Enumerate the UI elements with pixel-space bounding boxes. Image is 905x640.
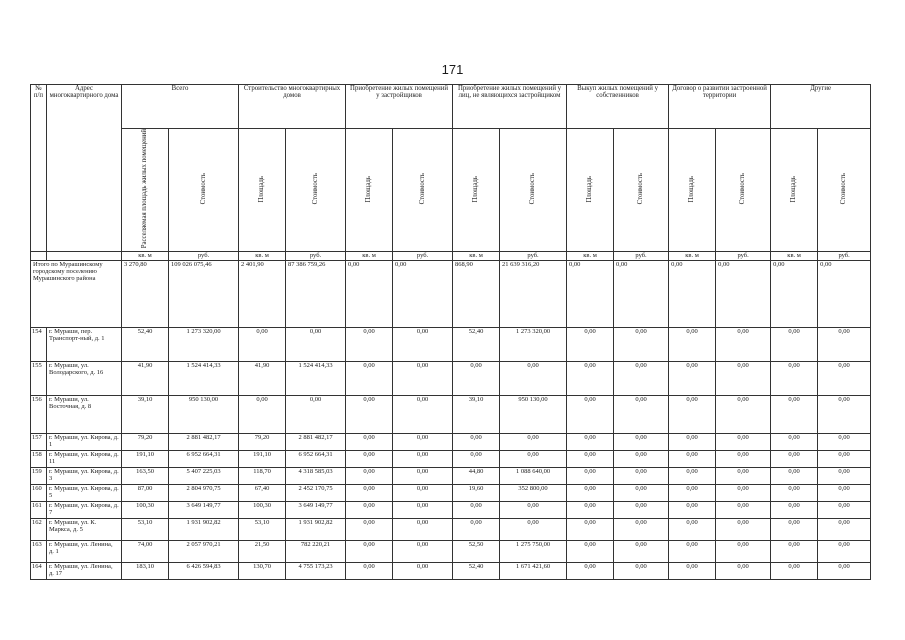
row-value-cell: 0,00 [771,519,818,541]
row-value-cell: 0,00 [286,396,346,434]
row-address: г. Мураши, пер. Транспорт-ный, д. 1 [47,328,122,362]
row-value-cell: 0,00 [716,563,771,580]
row-value-cell: 0,00 [453,434,500,451]
row-value-cell: 4 318 585,03 [286,468,346,485]
row-value-cell: 0,00 [614,541,669,563]
subheader-cost: Стоимость [500,129,567,252]
row-value-cell: 0,00 [716,362,771,396]
row-value-cell: 0,00 [500,451,567,468]
row-number: 161 [31,502,47,519]
row-value-cell: 0,00 [346,519,393,541]
header-group-purchase-non-developers: Приобретение жилых помещений у лиц, не являющихся застройщиком [453,85,567,129]
row-value-cell: 39,10 [122,396,169,434]
row-value-cell: 0,00 [818,502,871,519]
unit-cost: руб. [614,252,669,261]
row-value-cell: 0,00 [567,451,614,468]
row-value-cell: 0,00 [567,563,614,580]
unit-area: кв. м [346,252,393,261]
row-value-cell: 0,00 [393,468,453,485]
row-value-cell: 0,00 [771,468,818,485]
row-value-cell: 0,00 [818,519,871,541]
total-cell: 0,00 [567,261,614,328]
row-value-cell: 79,20 [239,434,286,451]
row-value-cell: 0,00 [614,328,669,362]
subheader-cost: Стоимость [393,129,453,252]
row-value-cell: 0,00 [614,434,669,451]
unit-cost: руб. [393,252,453,261]
row-value-cell: 0,00 [818,362,871,396]
total-cell: 0,00 [669,261,716,328]
unit-area: кв. м [453,252,500,261]
table-row [31,541,871,563]
row-value-cell: 1 275 750,00 [500,541,567,563]
row-value-cell: 0,00 [393,502,453,519]
row-value-cell: 0,00 [346,362,393,396]
row-address: г. Мураши, ул. Кирова, д. 5 [47,485,122,502]
subheader-area: Площадь [771,129,818,252]
total-cell: 2 401,90 [239,261,286,328]
row-value-cell: 0,00 [818,563,871,580]
row-value-cell: 0,00 [716,396,771,434]
row-value-cell: 0,00 [669,519,716,541]
table-row [31,563,871,580]
row-value-cell: 6 952 664,31 [286,451,346,468]
row-value-cell: 0,00 [716,519,771,541]
row-value-cell: 2 881 482,17 [286,434,346,451]
row-value-cell: 0,00 [716,451,771,468]
row-value-cell: 1 273 320,00 [500,328,567,362]
unit-cost: руб. [169,252,239,261]
row-value-cell: 0,00 [286,328,346,362]
row-address: г. Мураши, ул. Кирова, д. 1 [47,434,122,451]
row-value-cell: 100,30 [122,502,169,519]
row-value-cell: 0,00 [453,502,500,519]
row-value-cell: 0,00 [567,362,614,396]
row-value-cell: 0,00 [716,468,771,485]
unit-area: кв. м [567,252,614,261]
row-value-cell: 0,00 [393,396,453,434]
row-value-cell: 0,00 [771,328,818,362]
row-value-cell: 52,40 [453,328,500,362]
table-row [31,451,871,468]
row-address: г. Мураши, ул. Кирова, д. 3 [47,468,122,485]
row-value-cell: 0,00 [346,541,393,563]
row-value-cell: 0,00 [239,396,286,434]
table-row [31,328,871,362]
total-cell: 0,00 [346,261,393,328]
header-group-purchase-developers: Приобретение жилых помещений у застройщиков [346,85,453,129]
row-value-cell: 0,00 [346,434,393,451]
row-value-cell: 118,70 [239,468,286,485]
table-row [31,468,871,485]
row-value-cell: 0,00 [239,328,286,362]
row-value-cell: 0,00 [771,563,818,580]
row-value-cell: 2 881 482,17 [169,434,239,451]
row-value-cell: 0,00 [346,502,393,519]
total-cell: 3 270,80 [122,261,169,328]
row-number: 159 [31,468,47,485]
header-group-total: Всего [122,85,239,129]
row-address: г. Мураши, ул. К. Маркса, д. 5 [47,519,122,541]
row-value-cell: 6 952 664,31 [169,451,239,468]
row-number: 164 [31,563,47,580]
row-value-cell: 0,00 [818,396,871,434]
row-number: 162 [31,519,47,541]
row-value-cell: 183,10 [122,563,169,580]
table-row [31,502,871,519]
row-value-cell: 0,00 [669,434,716,451]
row-value-cell: 0,00 [614,362,669,396]
units-blank [47,252,122,261]
row-value-cell: 0,00 [393,328,453,362]
subheader-cost: Стоимость [614,129,669,252]
row-value-cell: 19,60 [453,485,500,502]
row-value-cell: 4 755 173,23 [286,563,346,580]
row-value-cell: 0,00 [346,451,393,468]
row-value-cell: 53,10 [122,519,169,541]
row-value-cell: 52,50 [453,541,500,563]
row-value-cell: 1 524 414,33 [286,362,346,396]
row-value-cell: 0,00 [567,502,614,519]
row-value-cell: 163,50 [122,468,169,485]
row-value-cell: 950 130,00 [500,396,567,434]
row-value-cell: 0,00 [669,451,716,468]
row-value-cell: 0,00 [669,396,716,434]
row-value-cell: 0,00 [346,328,393,362]
unit-cost: руб. [818,252,871,261]
total-cell: 0,00 [716,261,771,328]
table-row [31,485,871,502]
row-value-cell: 0,00 [567,396,614,434]
row-value-cell: 0,00 [567,485,614,502]
row-value-cell: 79,20 [122,434,169,451]
subheader-area: Площадь [567,129,614,252]
row-number: 158 [31,451,47,468]
row-value-cell: 0,00 [393,451,453,468]
resettlement-table [30,84,871,580]
row-value-cell: 0,00 [771,396,818,434]
table-row [31,362,871,396]
subheader-cost: Стоимость [286,129,346,252]
subheader-area: Площадь [239,129,286,252]
row-address: г. Мураши, ул. Ленина, д. 17 [47,563,122,580]
row-value-cell: 0,00 [818,451,871,468]
table-row [31,396,871,434]
row-value-cell: 0,00 [614,485,669,502]
row-value-cell: 0,00 [771,541,818,563]
row-value-cell: 0,00 [669,468,716,485]
row-value-cell: 0,00 [771,362,818,396]
total-cell: 0,00 [614,261,669,328]
total-cell: 109 026 075,46 [169,261,239,328]
row-value-cell: 0,00 [669,362,716,396]
row-value-cell: 2 057 970,21 [169,541,239,563]
total-cell: 0,00 [771,261,818,328]
row-value-cell: 0,00 [453,519,500,541]
row-value-cell: 0,00 [716,485,771,502]
total-label: Итого по Мурашинскому городскому поселению Мурашинского района [31,261,122,328]
row-value-cell: 0,00 [500,434,567,451]
row-value-cell: 5 407 225,03 [169,468,239,485]
row-value-cell: 53,10 [239,519,286,541]
subheader-area: Площадь [669,129,716,252]
row-value-cell: 0,00 [614,563,669,580]
row-value-cell: 0,00 [567,541,614,563]
row-value-cell: 0,00 [614,519,669,541]
row-value-cell: 0,00 [771,451,818,468]
row-value-cell: 0,00 [818,485,871,502]
unit-cost: руб. [500,252,567,261]
row-number: 155 [31,362,47,396]
row-value-cell: 0,00 [500,519,567,541]
row-value-cell: 0,00 [818,468,871,485]
total-cell: 0,00 [818,261,871,328]
row-value-cell: 1 931 902,82 [286,519,346,541]
row-value-cell: 191,10 [122,451,169,468]
total-cell: 868,90 [453,261,500,328]
row-value-cell: 0,00 [669,485,716,502]
subheader-area-total: Расселяемая площадь жилых помещений [122,129,169,252]
subheader-cost: Стоимость [716,129,771,252]
row-number: 156 [31,396,47,434]
row-value-cell: 2 804 970,75 [169,485,239,502]
total-row [31,261,871,328]
total-cell: 87 386 759,26 [286,261,346,328]
row-value-cell: 0,00 [669,541,716,563]
row-value-cell: 0,00 [716,541,771,563]
row-value-cell: 100,30 [239,502,286,519]
row-value-cell: 0,00 [500,502,567,519]
row-value-cell: 352 800,00 [500,485,567,502]
units-blank [31,252,47,261]
row-value-cell: 0,00 [346,396,393,434]
unit-area: кв. м [239,252,286,261]
row-value-cell: 41,90 [122,362,169,396]
row-value-cell: 21,50 [239,541,286,563]
row-value-cell: 0,00 [614,468,669,485]
row-value-cell: 0,00 [453,451,500,468]
unit-cost: руб. [716,252,771,261]
row-value-cell: 0,00 [614,396,669,434]
row-value-cell: 0,00 [669,563,716,580]
row-value-cell: 0,00 [716,502,771,519]
row-value-cell: 39,10 [453,396,500,434]
unit-area: кв. м [122,252,169,261]
row-value-cell: 3 649 149,77 [169,502,239,519]
row-value-cell: 0,00 [567,328,614,362]
row-value-cell: 74,00 [122,541,169,563]
row-address: г. Мураши, ул. Володарского, д. 16 [47,362,122,396]
row-number: 154 [31,328,47,362]
row-number: 163 [31,541,47,563]
row-value-cell: 1 671 421,60 [500,563,567,580]
row-value-cell: 0,00 [393,563,453,580]
row-value-cell: 0,00 [614,502,669,519]
total-cell: 0,00 [393,261,453,328]
row-value-cell: 0,00 [393,434,453,451]
row-value-cell: 782 220,21 [286,541,346,563]
row-value-cell: 0,00 [346,468,393,485]
row-value-cell: 0,00 [393,485,453,502]
row-number: 157 [31,434,47,451]
subheader-cost: Стоимость [818,129,871,252]
row-number: 160 [31,485,47,502]
row-value-cell: 52,40 [453,563,500,580]
row-value-cell: 0,00 [818,328,871,362]
header-group-construction: Строительство многоквартирных домов [239,85,346,129]
subheader-cost: Стоимость [169,129,239,252]
row-value-cell: 191,10 [239,451,286,468]
row-value-cell: 0,00 [346,563,393,580]
row-value-cell: 1 931 902,82 [169,519,239,541]
row-value-cell: 44,80 [453,468,500,485]
row-value-cell: 0,00 [669,502,716,519]
header-address: Адрес многоквартирного дома [47,85,122,252]
row-value-cell: 0,00 [346,485,393,502]
row-value-cell: 0,00 [614,451,669,468]
row-address: г. Мураши, ул. Ленина, д. 1 [47,541,122,563]
row-value-cell: 0,00 [716,328,771,362]
row-value-cell: 0,00 [567,434,614,451]
row-value-cell: 0,00 [818,434,871,451]
row-value-cell: 0,00 [771,485,818,502]
table-row [31,434,871,451]
row-value-cell: 1 524 414,33 [169,362,239,396]
row-value-cell: 41,90 [239,362,286,396]
row-value-cell: 2 452 170,75 [286,485,346,502]
row-value-cell: 67,40 [239,485,286,502]
subheader-area: Площадь [453,129,500,252]
page-number: 171 [441,62,464,77]
table-row [31,519,871,541]
header-group-buyout: Выкуп жилых помещений у собственников [567,85,669,129]
row-value-cell: 1 273 320,00 [169,328,239,362]
row-value-cell: 0,00 [453,362,500,396]
unit-cost: руб. [286,252,346,261]
row-value-cell: 950 130,00 [169,396,239,434]
row-value-cell: 0,00 [393,362,453,396]
row-address: г. Мураши, ул. Восточная, д. 8 [47,396,122,434]
row-value-cell: 130,70 [239,563,286,580]
subheader-area: Площадь [346,129,393,252]
row-value-cell: 0,00 [393,519,453,541]
row-value-cell: 0,00 [716,434,771,451]
header-group-development-contract: Договор о развитии застроенной территории [669,85,771,129]
row-address: г. Мураши, ул. Кирова, д. 11 [47,451,122,468]
row-value-cell: 0,00 [567,519,614,541]
header-num: № п/п [31,85,47,252]
table-body [31,261,871,580]
row-value-cell: 52,40 [122,328,169,362]
row-value-cell: 0,00 [771,434,818,451]
total-cell: 21 639 316,20 [500,261,567,328]
row-value-cell: 0,00 [567,468,614,485]
row-value-cell: 0,00 [393,541,453,563]
row-address: г. Мураши, ул. Кирова, д. 7 [47,502,122,519]
row-value-cell: 0,00 [771,502,818,519]
row-value-cell: 6 426 594,83 [169,563,239,580]
header-group-other: Другие [771,85,871,129]
unit-area: кв. м [669,252,716,261]
row-value-cell: 87,00 [122,485,169,502]
unit-area: кв. м [771,252,818,261]
row-value-cell: 3 649 149,77 [286,502,346,519]
row-value-cell: 0,00 [669,328,716,362]
row-value-cell: 0,00 [818,541,871,563]
row-value-cell: 1 088 640,00 [500,468,567,485]
row-value-cell: 0,00 [500,362,567,396]
